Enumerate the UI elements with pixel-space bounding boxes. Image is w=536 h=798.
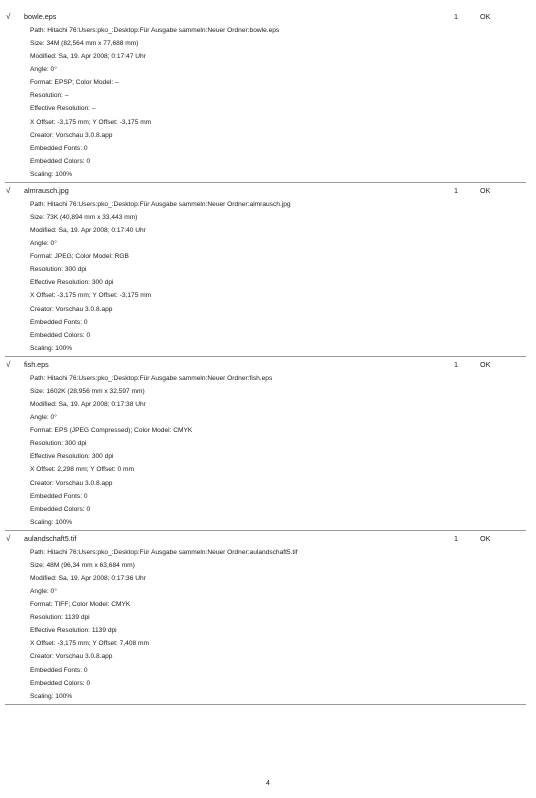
file-entry-header (5, 358, 526, 372)
file-detail-line: Resolution: 300 dpi (30, 266, 87, 274)
file-detail-line: Format: EPSP; Color Model: – (30, 79, 119, 87)
file-detail-line: Modified: Sa, 19. Apr 2008; 0:17:36 Uhr (30, 574, 146, 582)
checkmark-icon: √ (6, 12, 11, 21)
file-entry-header (5, 10, 526, 24)
file-detail-line: Format: JPEG; Color Model: RGB (30, 253, 129, 261)
usage-count: 1 (454, 12, 458, 21)
file-detail-line: Resolution: – (30, 92, 69, 100)
file-detail-line: Effective Resolution: 1139 dpi (30, 627, 117, 635)
file-detail-line: Path: Hitachi 76:Users:pko_:Desktop:Für Ausgabe sammeln:Neuer Ordner:aulandschaft5.tif (30, 548, 298, 556)
status-label: OK (480, 185, 491, 195)
status-label: OK (480, 12, 491, 21)
file-detail-line: Format: TIFF; Color Model: CMYK (30, 601, 131, 609)
file-entry (5, 184, 526, 357)
file-name: fish.eps (24, 359, 49, 369)
file-detail-line: Creator: Vorschau 3.0.8.app (30, 131, 113, 139)
file-entry-header (5, 184, 526, 198)
status-label: OK (480, 359, 491, 369)
usage-count: 1 (454, 359, 458, 369)
file-detail-line: Scaling: 100% (30, 518, 73, 526)
file-detail-line: Scaling: 100% (30, 170, 73, 178)
status-label: OK (480, 533, 491, 543)
file-entry (5, 532, 526, 705)
file-detail-line: Path: Hitachi 76:Users:pko_:Desktop:Für Ausgabe sammeln:Neuer Ordner:fish.eps (30, 374, 273, 382)
file-detail-line: Path: Hitachi 76:Users:pko_:Desktop:Für Ausgabe sammeln:Neuer Ordner:almrausch.jpg (30, 200, 291, 208)
file-detail-line: Scaling: 100% (30, 692, 73, 700)
file-detail-line: Angle: 0° (30, 240, 57, 248)
file-detail-line: Creator: Vorschau 3.0.8.app (30, 653, 113, 661)
checkmark-icon: √ (6, 185, 11, 195)
file-entry (5, 358, 526, 531)
file-detail-line: Modified: Sa, 19. Apr 2008; 0:17:47 Uhr (30, 53, 146, 61)
file-detail-line: Angle: 0° (30, 66, 57, 74)
file-detail-line: Effective Resolution: 300 dpi (30, 453, 114, 461)
checkmark-icon: √ (6, 359, 11, 369)
file-detail-line: Embedded Fonts: 0 (30, 318, 88, 326)
file-entry-header (5, 532, 526, 546)
file-detail-line: Effective Resolution: 300 dpi (30, 279, 114, 287)
usage-count: 1 (454, 185, 458, 195)
file-detail-line: Embedded Colors: 0 (30, 331, 91, 339)
file-detail-line: Size: 34M (82,564 mm x 77,688 mm) (30, 40, 139, 48)
file-detail-line: Format: EPS (JPEG Compressed); Color Model: CMYK (30, 427, 193, 435)
file-detail-line: Path: Hitachi 76:Users:pko_:Desktop:Für Ausgabe sammeln:Neuer Ordner:bowle.eps (30, 27, 280, 34)
file-detail-line: Effective Resolution: – (30, 105, 96, 113)
file-detail-line: X Offset: -3,175 mm; Y Offset: -3,175 mm (30, 292, 152, 300)
file-detail-line: Scaling: 100% (30, 344, 73, 352)
file-detail-line: X Offset: 2,298 mm; Y Offset: 0 mm (30, 466, 134, 474)
file-detail-line: Resolution: 1139 dpi (30, 614, 90, 622)
file-detail-line: Modified: Sa, 19. Apr 2008; 0:17:38 Uhr (30, 401, 146, 409)
file-detail-line: Embedded Fonts: 0 (30, 144, 88, 152)
file-detail-line: Angle: 0° (30, 414, 57, 422)
page-number: 4 (266, 780, 270, 787)
file-name: bowle.eps (24, 12, 57, 21)
file-detail-line: Creator: Vorschau 3.0.8.app (30, 305, 113, 313)
file-detail-line: Embedded Colors: 0 (30, 679, 91, 687)
file-detail-line: Embedded Fonts: 0 (30, 666, 88, 674)
checkmark-icon: √ (6, 533, 11, 543)
file-detail-line: Creator: Vorschau 3.0.8.app (30, 479, 113, 487)
file-detail-line: X Offset: -3,175 mm; Y Offset: -3,175 mm (30, 118, 152, 126)
usage-count: 1 (454, 533, 458, 543)
file-detail-line: Embedded Colors: 0 (30, 157, 91, 165)
file-detail-line: Angle: 0° (30, 588, 57, 596)
file-detail-line: Size: 73K (40,894 mm x 33,443 mm) (30, 214, 138, 222)
file-entry (5, 10, 526, 183)
file-name: aulandschaft5.tif (24, 533, 77, 543)
file-name: almrausch.jpg (24, 185, 69, 195)
file-detail-line: X Offset: -3,175 mm; Y Offset: 7,408 mm (30, 640, 149, 648)
file-detail-line: Resolution: 300 dpi (30, 440, 87, 448)
file-detail-line: Size: 48M (96,34 mm x 63,684 mm) (30, 561, 135, 569)
file-report-list (5, 10, 526, 706)
file-detail-line: Modified: Sa, 19. Apr 2008; 0:17:40 Uhr (30, 227, 146, 235)
file-detail-line: Size: 1602K (28,956 mm x 32,597 mm) (30, 387, 145, 395)
file-detail-line: Embedded Fonts: 0 (30, 492, 88, 500)
file-detail-line: Embedded Colors: 0 (30, 505, 91, 513)
